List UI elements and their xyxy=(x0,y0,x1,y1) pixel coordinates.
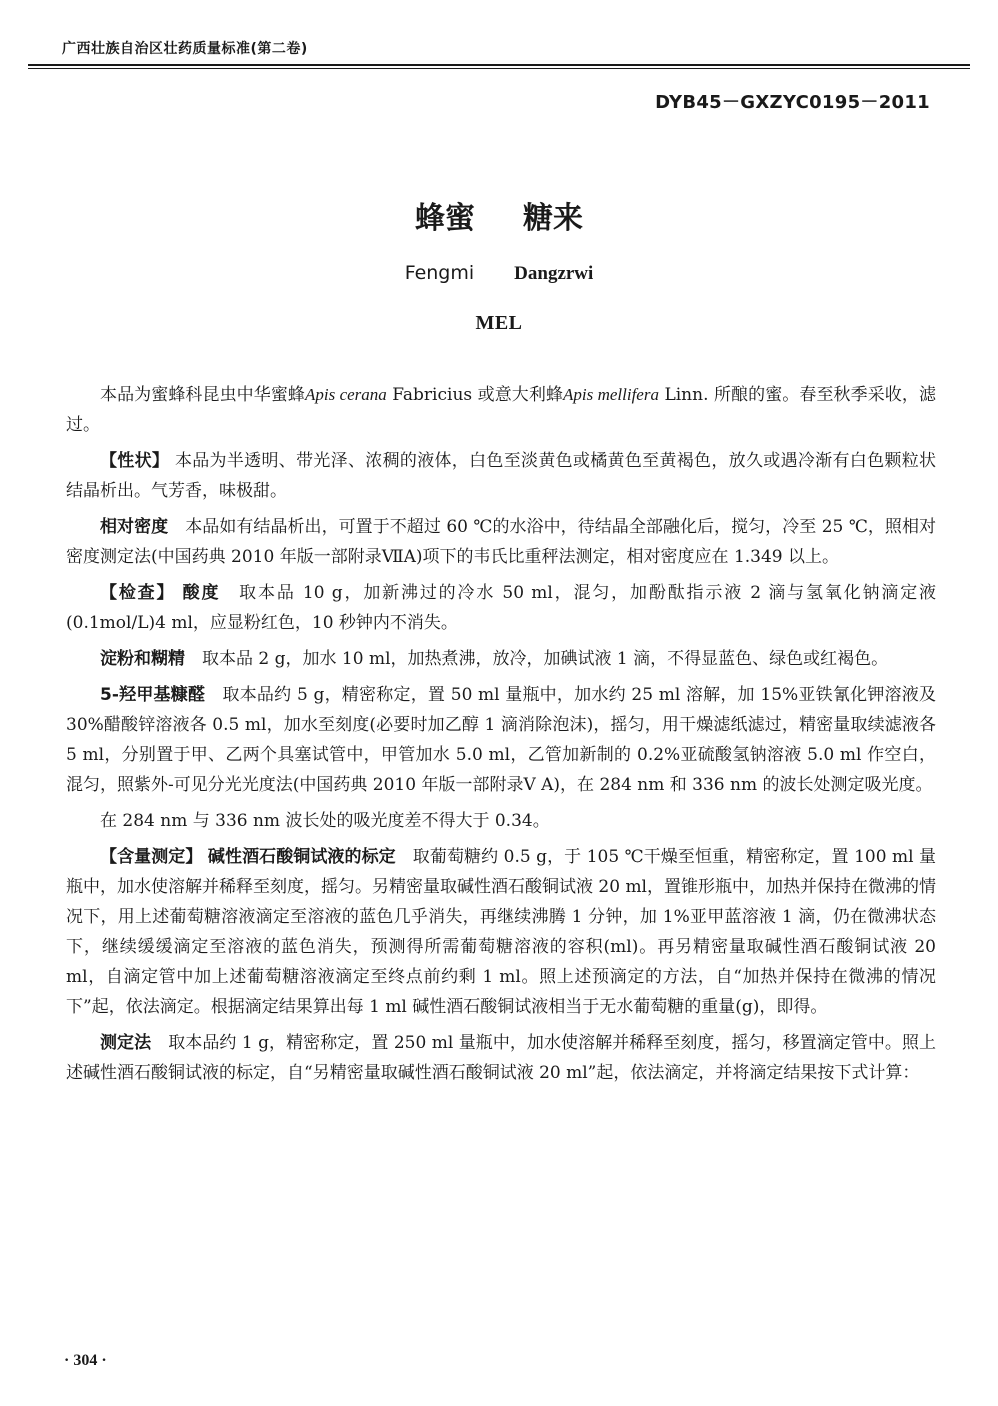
assay-paragraph xyxy=(66,842,936,1022)
subsection-heading: 5-羟甲基糠醛 xyxy=(100,685,206,705)
subsection-heading: 淀粉和糊精 xyxy=(100,649,185,669)
header-rule xyxy=(28,64,970,66)
paragraph-text: 取本品约 5 g，精密称定，置 50 ml 量瓶中，加水约 25 ml 溶解，加 15%亚铁氰化钾溶液及 30%醋酸锌溶液各 0.5 ml，加水至刻度(必要时加乙醇 1 滴消除泡沫)，摇匀，用干燥滤纸滤过，精密量取续滤液各 5 ml，分别置于甲、乙两个具塞试管中，甲管加水 5.0 ml，乙管加新制的 0.2%亚硫酸氢钠溶液 5.0 ml 作空白，混匀，照紫外-可见分光光度法(中国药典 2010 年版一部附录Ⅴ A)，在 284 nm 和 336 nm 的波长处测定吸光度。 xyxy=(66,685,937,795)
absorbance-limit-paragraph: 在 284 nm 与 336 nm 波长处的吸光度差不得大于 0.34。 xyxy=(100,811,550,831)
paragraph-text: 取本品 10 g，加新沸过的冷水 50 ml，混匀，加酚酞指示液 2 滴与氢氧化钠滴定液(0.1mol/L)4 ml，应显粉红色，10 秒钟内不消失。 xyxy=(66,583,937,633)
zhuang-name: 糖来 xyxy=(523,201,583,236)
page-number: · 304 · xyxy=(64,1352,107,1369)
method-paragraph xyxy=(66,1028,936,1088)
header-rule-thin xyxy=(28,68,970,69)
subsection-heading: 酸度 xyxy=(182,583,221,603)
species-name: Apis mellifera xyxy=(563,385,659,404)
species-name: Apis cerana xyxy=(305,385,387,404)
intro-text: 本品为蜜蜂科昆虫中华蜜蜂 xyxy=(100,385,306,405)
standard-code: DYB45－GXZYC0195－2011 xyxy=(655,92,930,113)
section-heading: 【检查】 xyxy=(100,583,176,603)
inspection-paragraph xyxy=(66,578,936,638)
zhuang-romanized-name: Dangzrwi xyxy=(514,263,594,284)
section-heading: 【含量测定】 xyxy=(100,847,203,867)
running-title: 广西壮族自治区壮药质量标准(第二卷) xyxy=(62,41,308,57)
monograph-title xyxy=(0,193,998,237)
subsection-heading: 碱性酒石酸铜试液的标定 xyxy=(207,847,396,867)
paragraph-text: 取葡萄糖约 0.5 g，于 105 ℃干燥至恒重，精密称定，置 100 ml 量瓶中，加水使溶解并稀释至刻度，摇匀。另精密量取碱性酒石酸铜试液 20 ml，置锥形瓶中，加热并保持在微沸的情况下，用上述葡萄糖溶液滴定至溶液的蓝色几乎消失，再继续沸腾 1 分钟，加 1%亚甲蓝溶液 1 滴，仍在微沸状态下，继续缓缓滴定至溶液的蓝色消失，预测得所需葡萄糖溶液的容积(ml)。再另精密量取碱性酒石酸铜试液 20 ml，自滴定管中加上述葡萄糖溶液滴定至终点前约剩 1 ml。照上述预滴定的方法，自“加热并保持在微沸的情况下”起，依法滴定。根据滴定结果算出每 1 ml 碱性酒石酸铜试液相当于无水葡萄糖的重量(g)，即得。 xyxy=(66,847,937,1017)
paragraph-text: 本品为半透明、带光泽、浓稠的液体，白色至淡黄色或橘黄色至黄褐色，放久或遇冷渐有白色颗粒状结晶析出。气芳香，味极甜。 xyxy=(66,451,937,501)
pinyin-name: Fengmi xyxy=(404,262,475,284)
intro-text: Fabricius 或意大利蜂 xyxy=(386,385,564,405)
subsection-heading: 测定法 xyxy=(100,1033,152,1053)
monograph-romanized-title xyxy=(0,262,998,285)
starch-dextrin-paragraph xyxy=(66,644,936,674)
relative-density-paragraph xyxy=(66,512,936,572)
paragraph-text: 取本品约 1 g，精密称定，置 250 ml 量瓶中，加水使溶解并稀释至刻度，摇匀，移置滴定管中。照上述碱性酒石酸铜试液的标定，自“另精密量取碱性酒石酸铜试液 20 ml”起，依法滴定，并将滴定结果按下式计算： xyxy=(66,1033,937,1083)
intro-paragraph xyxy=(66,380,936,440)
monograph-body xyxy=(66,380,936,1094)
paragraph-text: 取本品 2 g，加水 10 ml，加热煮沸，放冷，加碘试液 1 滴，不得显蓝色、绿色或红褐色。 xyxy=(202,649,889,669)
hmf-paragraph xyxy=(66,680,936,800)
subsection-heading: 相对密度 xyxy=(100,517,169,537)
section-heading: 【性状】 xyxy=(100,451,170,471)
paragraph-text: 本品如有结晶析出，可置于不超过 60 ℃的水浴中，待结晶全部融化后，搅匀，冷至 25 ℃，照相对密度测定法(中国药典 2010 年版一部附录ⅦA)项下的韦氏比重秤法测定，相对密度应在 1.349 以上。 xyxy=(66,517,937,567)
chinese-name: 蜂蜜 xyxy=(415,201,475,236)
intro-text: Linn. 所酿的蜜。春至秋季采收，滤过。 xyxy=(66,385,936,435)
latin-name: MEL xyxy=(475,312,523,334)
characters-paragraph xyxy=(66,446,936,506)
